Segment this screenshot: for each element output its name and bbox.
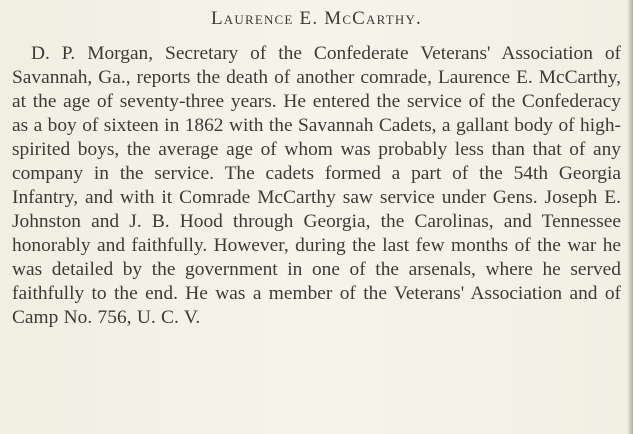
article-body: D. P. Morgan, Secretary of the Confederate Veterans' Association of Savannah, Ga., reports the death of another comrade, Laurence E. McCarthy, at the age of seventy-three years. He entered the service of the Confederacy as a boy of sixteen in 1862 with the Savannah Cadets, a gallant body of high-spirited boys, the average age of whom was probably less than that of any company in the service. The cadets formed a part of the 54th Georgia Infantry, and with it Comrade McCarthy saw service under Gens. Joseph E. Johnston and J. B. Hood through Georgia, the Carolinas, and Tennessee honorably and faithfully. However, during the last few months of the war he was detailed by the government in one of the arsenals, where he served faithfully to the end. He was a member of the Veterans' Association and of Camp No. 756, U. C. V.: [12, 43, 621, 328]
page-edge-shadow: [627, 0, 633, 434]
article-title: Laurence E. McCarthy.: [210, 8, 423, 29]
